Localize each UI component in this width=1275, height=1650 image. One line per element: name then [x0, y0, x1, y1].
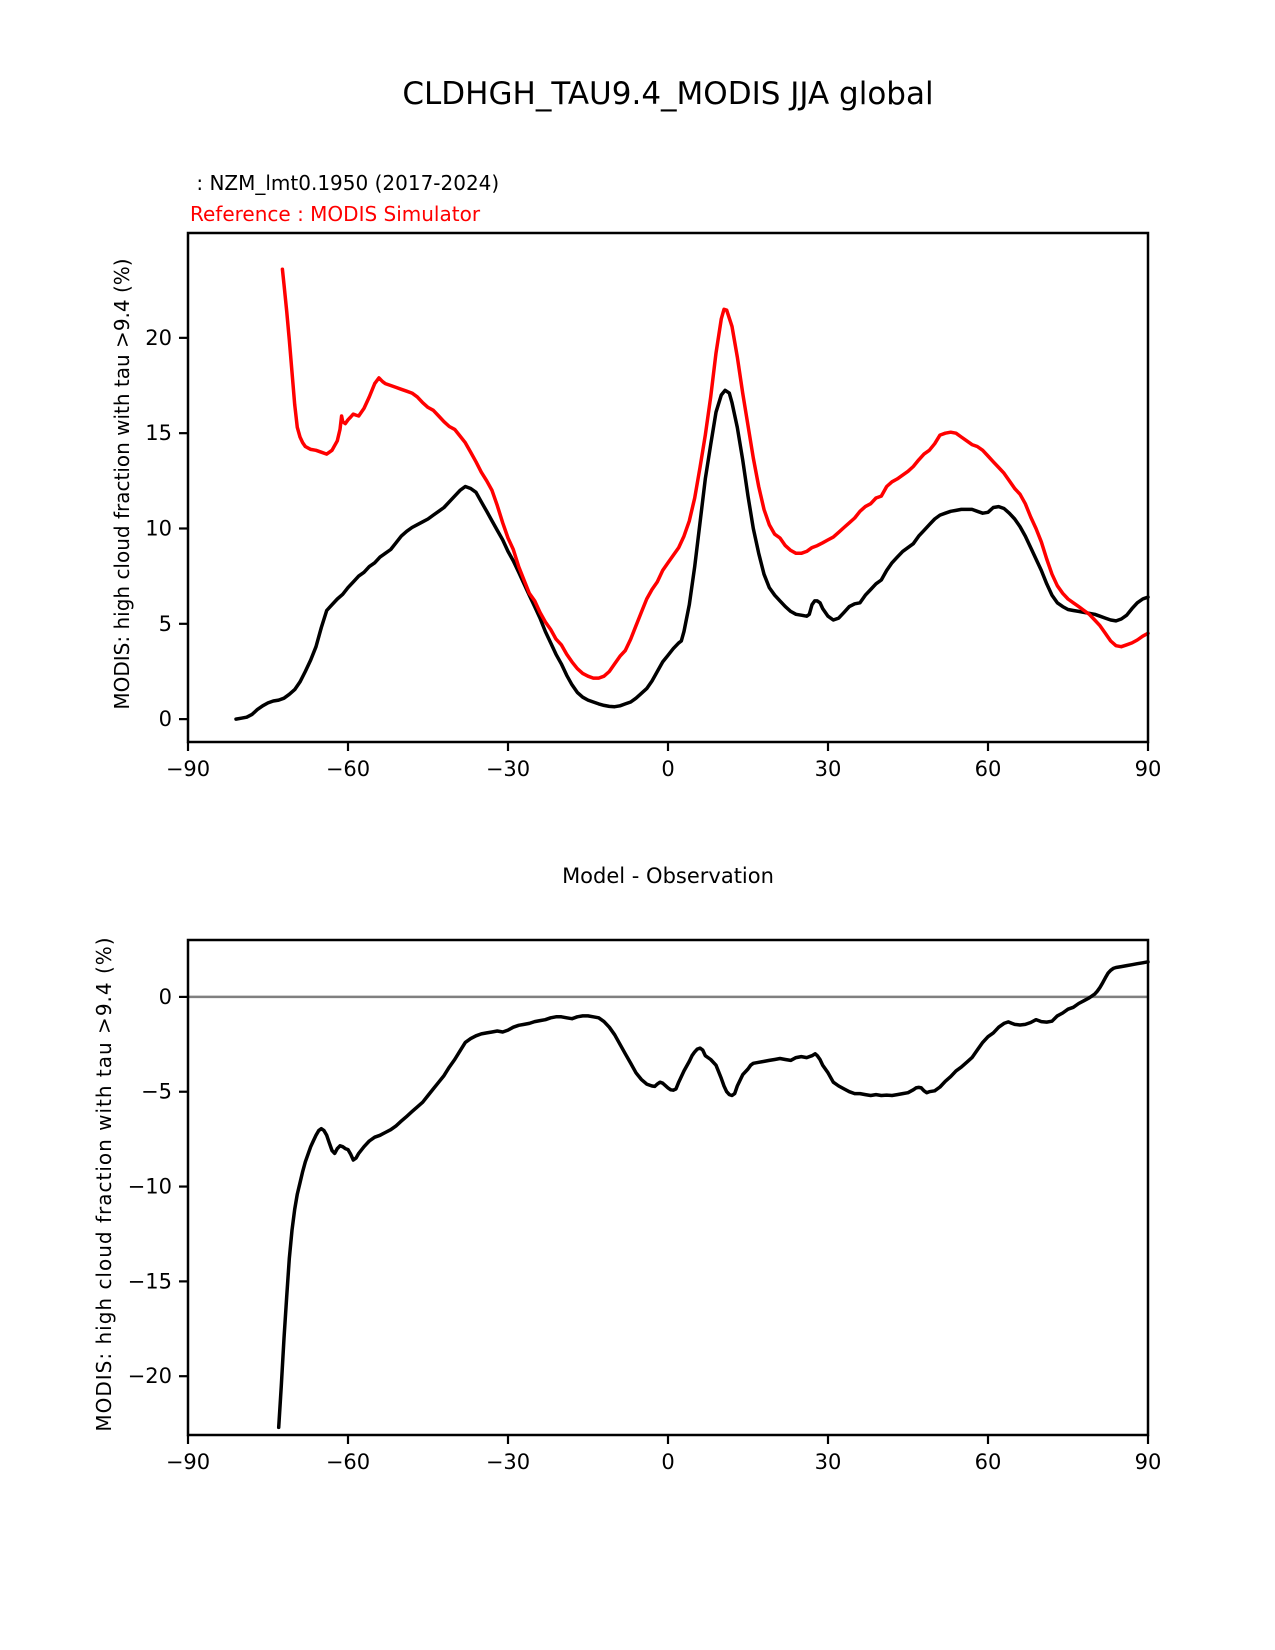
y-tick-label: 10 [145, 516, 172, 541]
y-tick-label: −15 [127, 1269, 172, 1294]
axes-border [188, 233, 1148, 742]
chart-1 [145, 233, 1161, 781]
y-tick-label: −20 [127, 1364, 172, 1389]
x-tick-label: 30 [814, 757, 842, 781]
x-tick-label: 0 [661, 1450, 675, 1474]
legend-model-entry: : NZM_lmt0.1950 (2017-2024) [190, 171, 500, 195]
bottom-chart-y-axis-label: MODIS: high cloud fraction with tau >9.4 (%) [92, 936, 116, 1432]
x-tick-label: −60 [325, 1450, 371, 1474]
x-tick-label: 0 [661, 757, 675, 781]
x-tick-label: 30 [814, 1450, 842, 1474]
chart-2 [128, 940, 1162, 1474]
x-tick-label: 60 [974, 1450, 1002, 1474]
y-tick-label: 5 [158, 611, 172, 636]
y-tick-label: −5 [141, 1079, 172, 1104]
x-tick-label: 60 [974, 757, 1002, 781]
x-tick-label: −90 [165, 1450, 211, 1474]
series-model---observation [279, 962, 1148, 1428]
x-tick-label: −30 [485, 1450, 531, 1474]
y-tick-label: 15 [145, 421, 172, 446]
y-tick-label: 20 [145, 325, 172, 350]
y-tick-label: 0 [158, 984, 172, 1009]
x-tick-label: −60 [325, 757, 371, 781]
x-tick-label: −90 [165, 757, 211, 781]
y-tick-label: 0 [158, 707, 172, 732]
x-tick-label: −30 [485, 757, 531, 781]
top-chart-y-axis-label: MODIS: high cloud fraction with tau >9.4 (%) [110, 258, 134, 710]
y-tick-label: −10 [127, 1174, 172, 1199]
x-tick-label: 90 [1134, 757, 1162, 781]
series-modis-simulator [282, 269, 1148, 678]
x-tick-label: 90 [1134, 1450, 1162, 1474]
series-nzm_lmt0.1950-(2017-2024) [236, 390, 1148, 719]
axes-border [188, 940, 1148, 1435]
bottom-chart-title: Model - Observation [562, 864, 774, 888]
legend-reference-entry: Reference : MODIS Simulator [190, 202, 481, 226]
figure-title: CLDHGH_TAU9.4_MODIS JJA global [402, 76, 934, 112]
